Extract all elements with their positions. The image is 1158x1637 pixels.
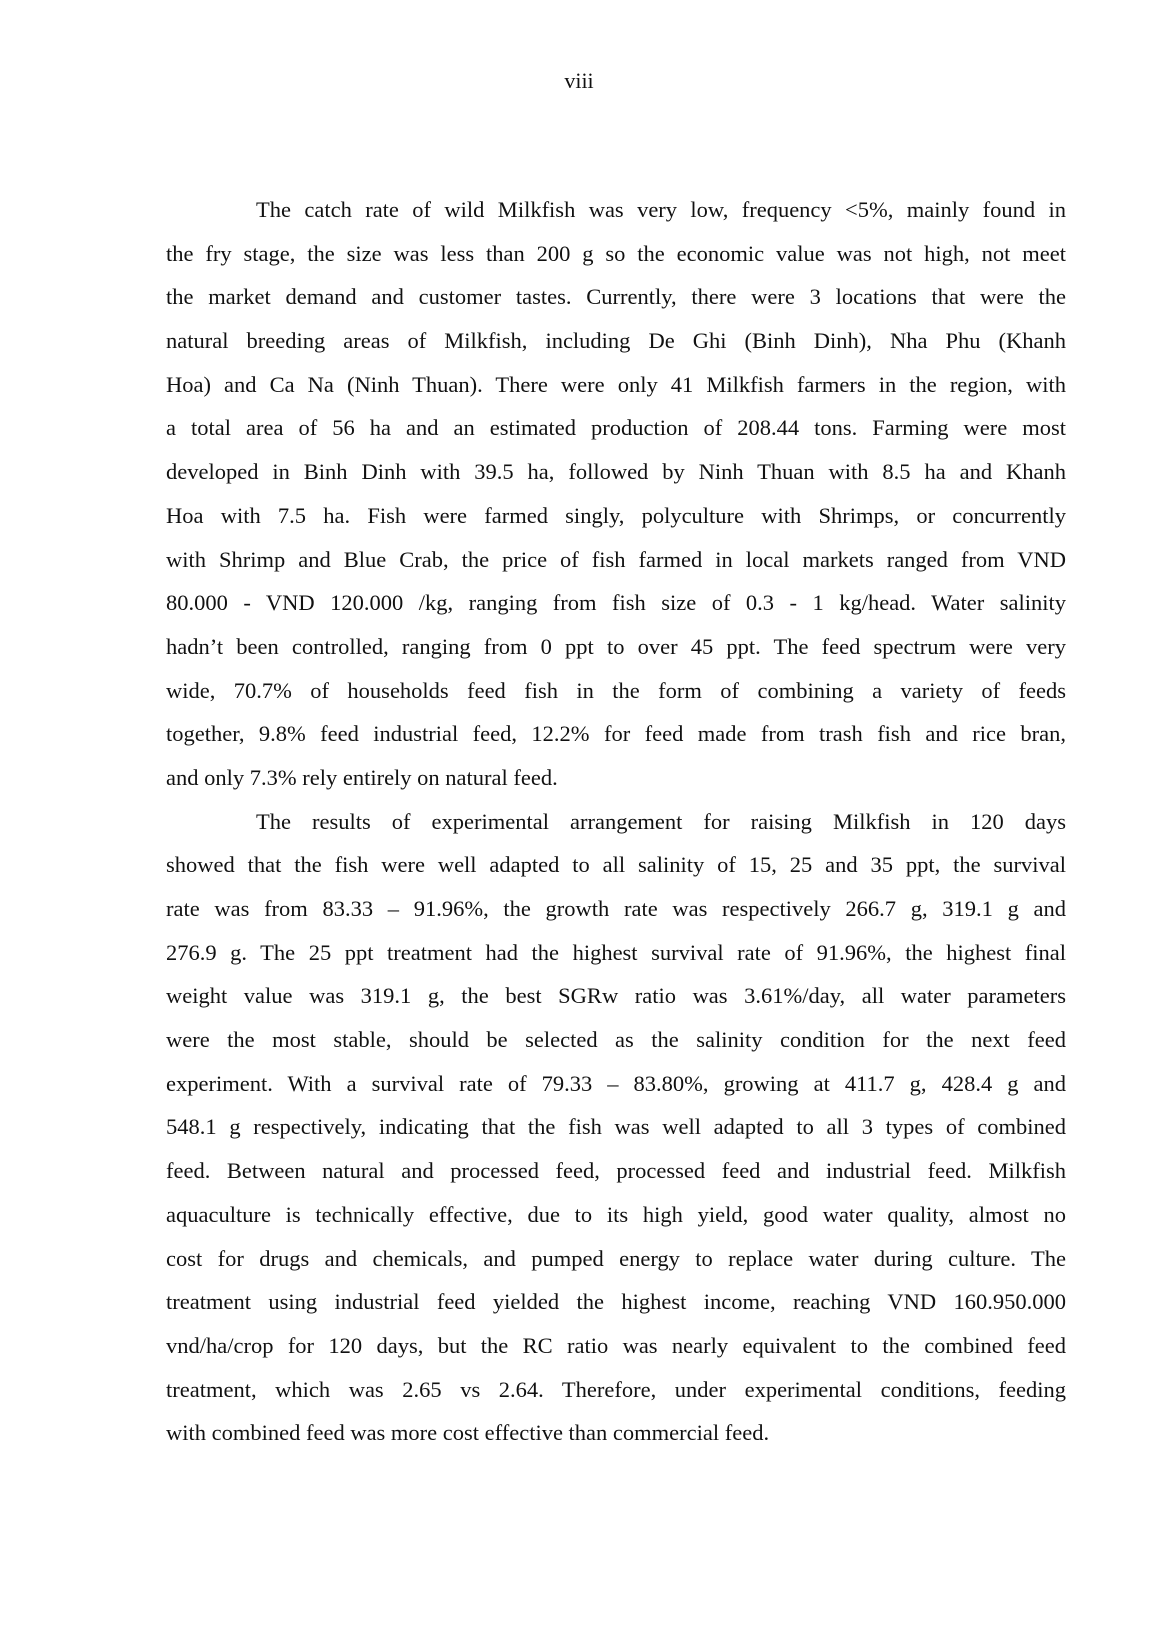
text-line: aquaculture is technically effective, due to its high yield, good water quality, almost no (166, 1201, 1066, 1227)
text-line: Hoa) and Ca Na (Ninh Thuan). There were only 41 Milkfish farmers in the region, with (166, 371, 1066, 397)
text-line: treatment, which was 2.65 vs 2.64. Therefore, under experimental conditions, feeding (166, 1376, 1066, 1402)
text-line: 548.1 g respectively, indicating that the fish was well adapted to all 3 types of combined (166, 1114, 1066, 1140)
text-line: wide, 70.7% of households feed fish in the form of combining a variety of feeds (166, 677, 1066, 703)
text-line: hadn’t been controlled, ranging from 0 ppt to over 45 ppt. The feed spectrum were very (166, 633, 1066, 659)
paragraph-survey-findings (166, 188, 1066, 800)
text-line: a total area of 56 ha and an estimated production of 208.44 tons. Farming were most (166, 415, 1066, 441)
text-line: showed that the fish were well adapted to all salinity of 15, 25 and 35 ppt, the survival (166, 852, 1066, 878)
text-line: natural breeding areas of Milkfish, including De Ghi (Binh Dinh), Nha Phu (Khanh (166, 328, 1066, 354)
text-line: and only 7.3% rely entirely on natural feed. (166, 764, 558, 790)
text-line: together, 9.8% feed industrial feed, 12.2% for feed made from trash fish and rice bran, (166, 721, 1066, 747)
text-line: cost for drugs and chemicals, and pumped energy to replace water during culture. The (166, 1245, 1066, 1271)
text-line: with combined feed was more cost effective than commercial feed. (166, 1420, 770, 1446)
text-line: rate was from 83.33 – 91.96%, the growth rate was respectively 266.7 g, 319.1 g and (166, 896, 1066, 921)
text-line: with Shrimp and Blue Crab, the price of fish farmed in local markets ranged from VND (166, 546, 1066, 572)
body-text (166, 188, 1066, 1455)
paragraph-experiment-results (166, 800, 1066, 1455)
text-line: The results of experimental arrangement for raising Milkfish in 120 days (256, 808, 1066, 834)
text-line: developed in Binh Dinh with 39.5 ha, followed by Ninh Thuan with 8.5 ha and Khanh (166, 459, 1066, 485)
text-line: vnd/ha/crop for 120 days, but the RC ratio was nearly equivalent to the combined feed (166, 1332, 1066, 1358)
text-line: 80.000 - VND 120.000 /kg, ranging from fish size of 0.3 - 1 kg/head. Water salinity (166, 590, 1066, 616)
text-line: feed. Between natural and processed feed, processed feed and industrial feed. Milkfish (166, 1158, 1066, 1184)
text-line: were the most stable, should be selected as the salinity condition for the next feed (166, 1027, 1066, 1053)
text-line: 276.9 g. The 25 ppt treatment had the highest survival rate of 91.96%, the highest final (166, 939, 1066, 965)
text-line: experiment. With a survival rate of 79.33 – 83.80%, growing at 411.7 g, 428.4 g and (166, 1070, 1066, 1096)
text-line: weight value was 319.1 g, the best SGRw ratio was 3.61%/day, all water parameters (166, 983, 1066, 1009)
text-line: Hoa with 7.5 ha. Fish were farmed singly, polyculture with Shrimps, or concurrently (166, 502, 1066, 528)
text-line: treatment using industrial feed yielded the highest income, reaching VND 160.950.000 (166, 1289, 1066, 1315)
text-line: The catch rate of wild Milkfish was very low, frequency <5%, mainly found in (256, 197, 1066, 222)
text-line: the fry stage, the size was less than 200 g so the economic value was not high, not meet (166, 240, 1066, 266)
text-line: the market demand and customer tastes. Currently, there were 3 locations that were the (166, 284, 1066, 310)
page-number: viii (564, 68, 594, 93)
